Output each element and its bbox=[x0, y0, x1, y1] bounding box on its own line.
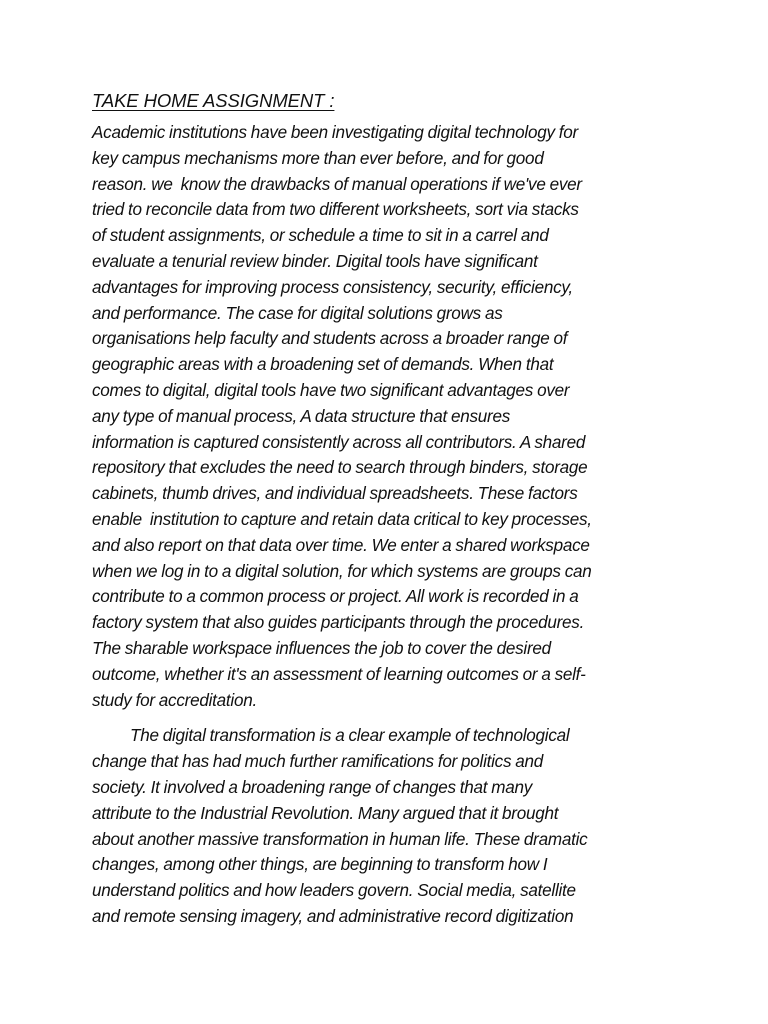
text-line: comes to digital, digital tools have two significant advantages over bbox=[92, 380, 570, 400]
text-line: society. It involved a broadening range of changes that many bbox=[92, 777, 533, 797]
text-line: and performance. The case for digital solutions grows as bbox=[92, 303, 503, 323]
document-title: TAKE HOME ASSIGNMENT : bbox=[92, 90, 335, 111]
text-line: The sharable workspace influences the job to cover the desired bbox=[92, 638, 551, 658]
paragraph-2 bbox=[92, 723, 682, 929]
text-line: information is captured consistently across all contributors. A shared bbox=[92, 432, 586, 452]
text-line: about another massive transformation in human life. These dramatic bbox=[92, 829, 588, 849]
text-line: understand politics and how leaders govern. Social media, satellite bbox=[92, 881, 576, 901]
text-line: and remote sensing imagery, and administrative record digitization bbox=[92, 906, 574, 926]
text-line: and also report on that data over time. We enter a shared workspace bbox=[92, 535, 590, 555]
text-line: change that has had much further ramifications for politics and bbox=[92, 752, 544, 772]
text-line: contribute to a common process or project. All work is recorded in a bbox=[92, 587, 579, 607]
text-line: repository that excludes the need to search through binders, storage bbox=[92, 458, 588, 478]
text-line: any type of manual process, A data structure that ensures bbox=[92, 406, 511, 426]
text-line: evaluate a tenurial review binder. Digital tools have significant bbox=[92, 251, 538, 271]
text-line: The digital transformation is a clear example of technological bbox=[130, 726, 570, 746]
text-line: study for accreditation. bbox=[92, 690, 257, 710]
text-line: cabinets, thumb drives, and individual spreadsheets. These factors bbox=[92, 484, 578, 504]
document-page bbox=[92, 86, 682, 930]
text-line: changes, among other things, are beginning to transform how I bbox=[92, 855, 548, 875]
text-line: attribute to the Industrial Revolution. Many argued that it brought bbox=[92, 803, 559, 823]
text-line: tried to reconcile data from two different worksheets, sort via stacks bbox=[92, 200, 579, 220]
text-line: enable institution to capture and retain data critical to key processes, bbox=[92, 509, 592, 529]
text-line: outcome, whether it's an assessment of learning outcomes or a self- bbox=[92, 664, 586, 684]
text-line: geographic areas with a broadening set of demands. When that bbox=[92, 355, 554, 375]
text-line: Academic institutions have been investigating digital technology for bbox=[92, 123, 578, 142]
text-line: reason. we know the drawbacks of manual operations if we've ever bbox=[92, 174, 582, 194]
paragraph-1 bbox=[92, 120, 682, 713]
text-line: organisations help faculty and students across a broader range of bbox=[92, 329, 568, 349]
text-line: factory system that also guides participants through the procedures. bbox=[92, 613, 585, 633]
text-line: when we log in to a digital solution, for which systems are groups can bbox=[92, 561, 592, 581]
text-line: of student assignments, or schedule a time to sit in a carrel and bbox=[92, 226, 549, 246]
text-line: advantages for improving process consistency, security, efficiency, bbox=[92, 277, 573, 297]
text-line: key campus mechanisms more than ever before, and for good bbox=[92, 148, 544, 168]
